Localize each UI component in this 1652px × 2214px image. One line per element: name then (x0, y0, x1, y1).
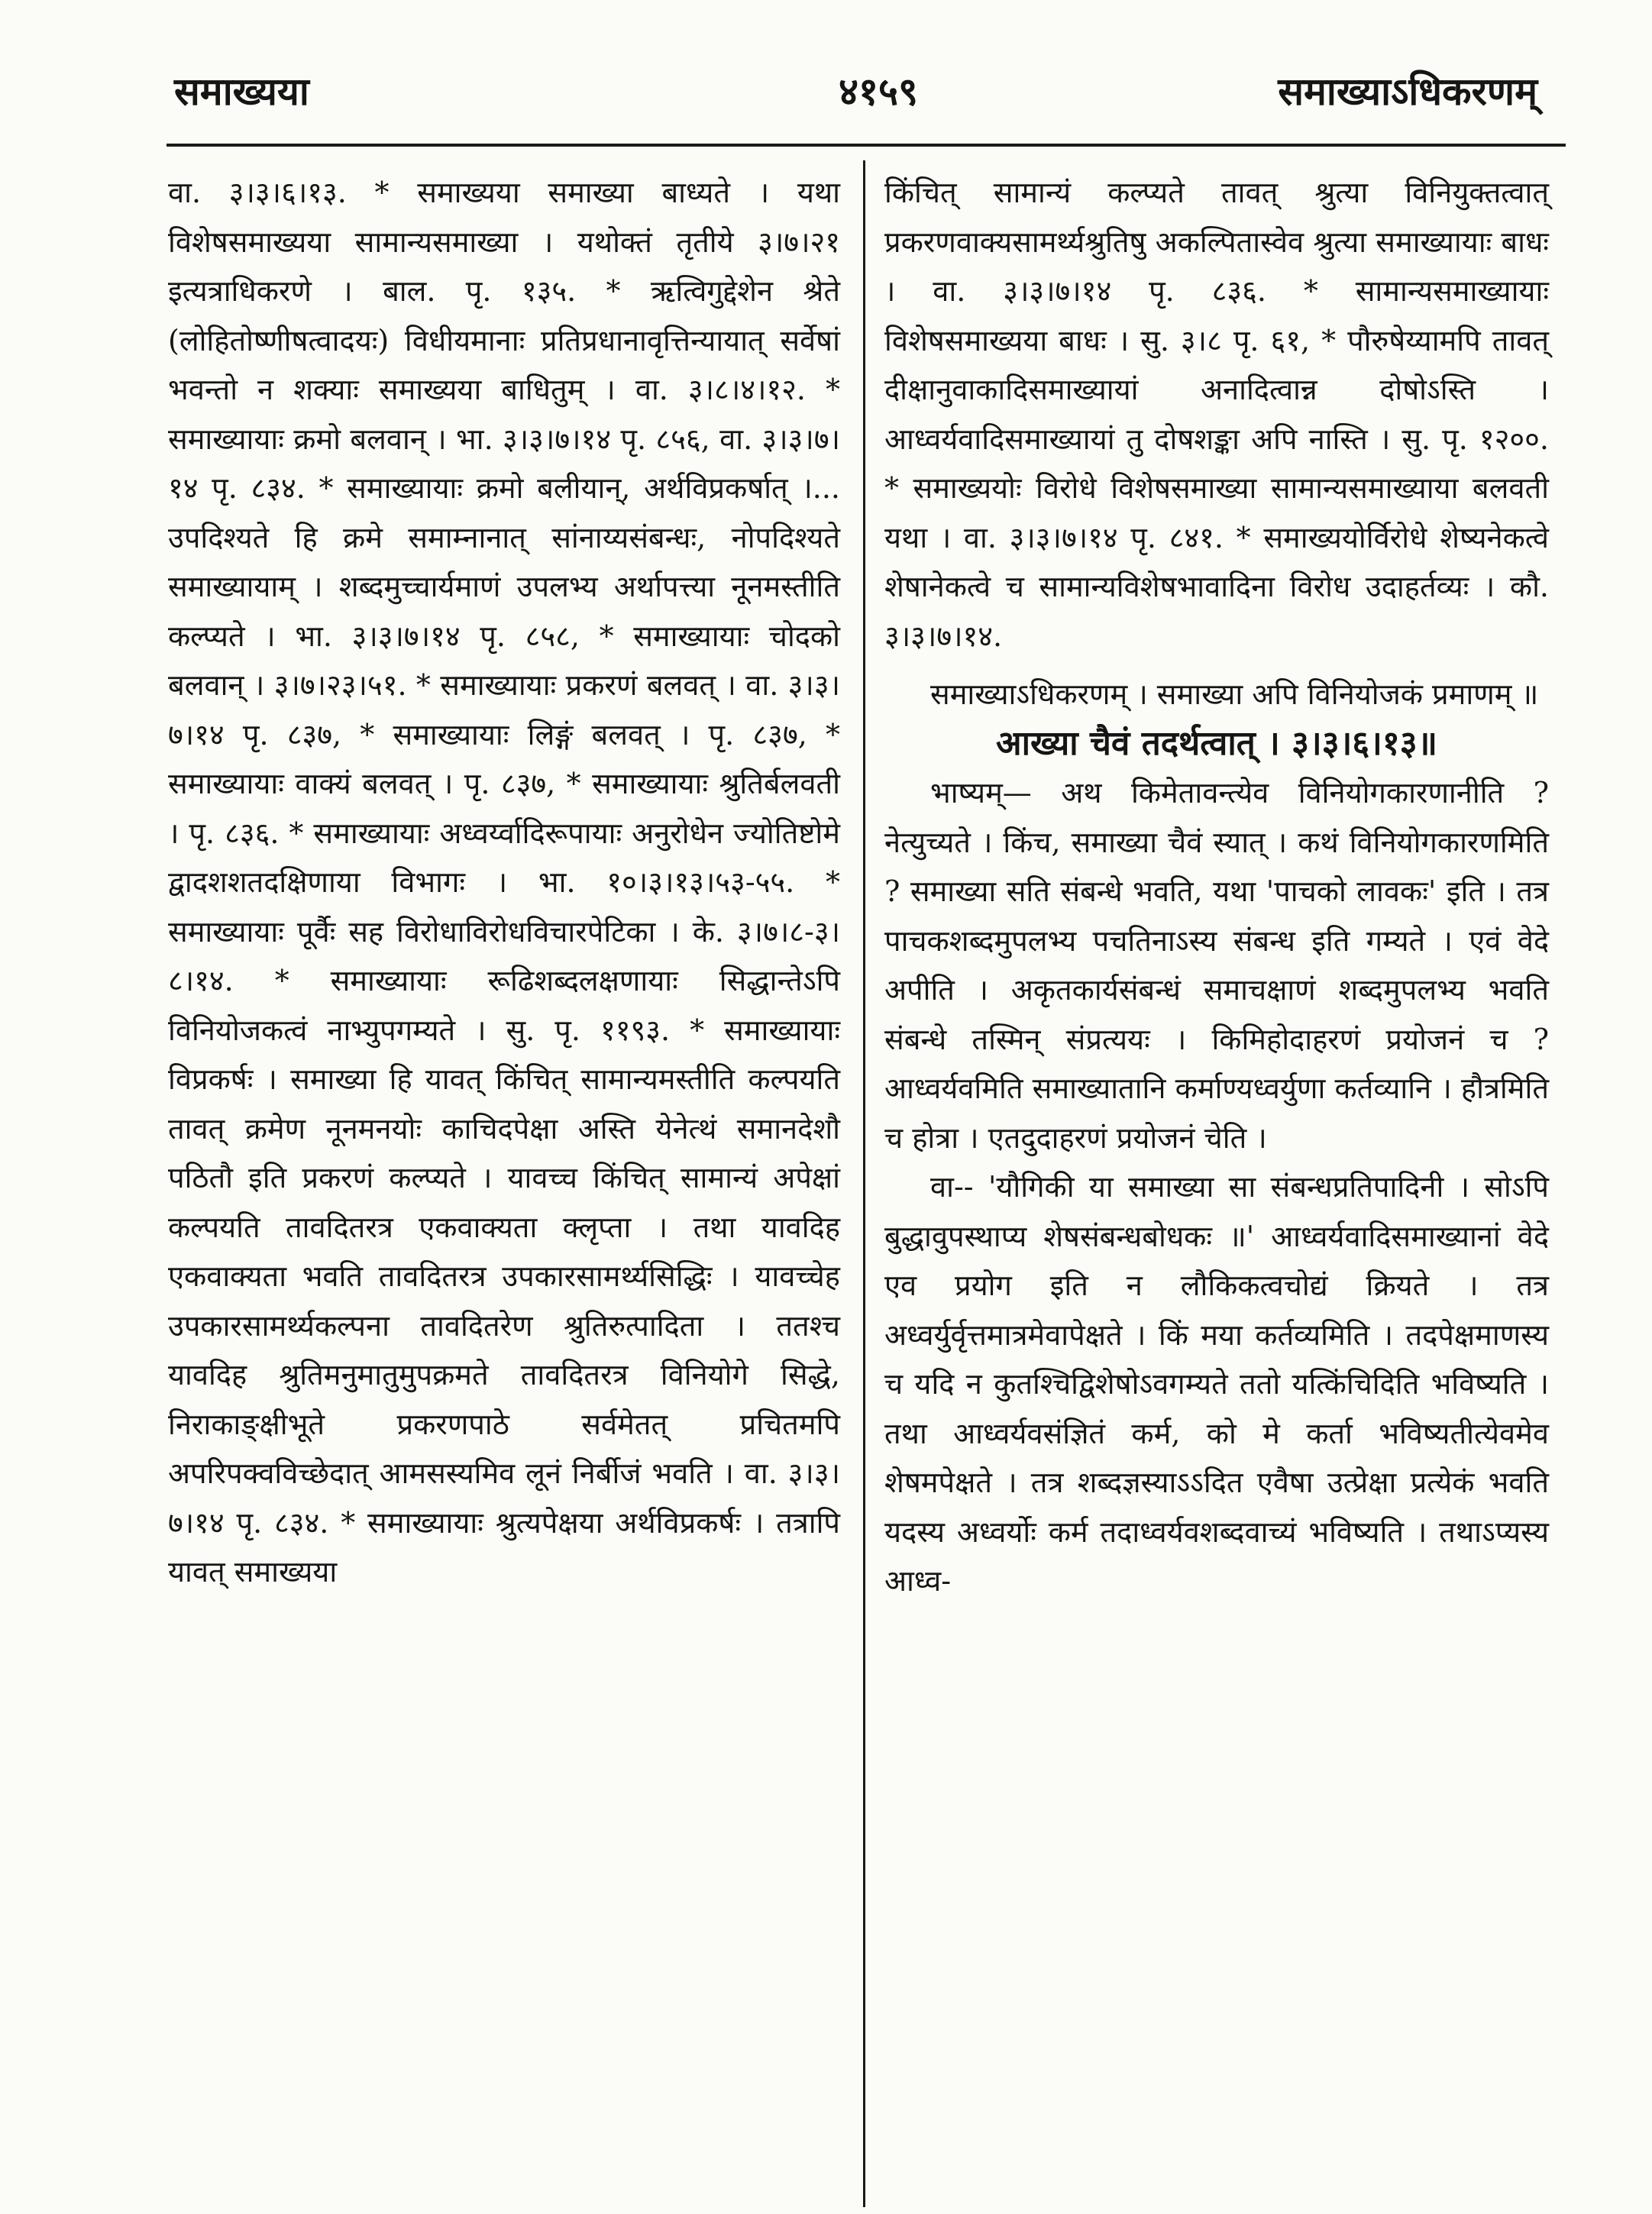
vartika-text: वा-- 'यौगिकी या समाख्या सा संबन्धप्रतिपादिनी । सोऽपि बुद्धावुपस्थाप्य शेषसंबन्धबोधकः ॥' आध्वर्यवादिसमाख्यानां वेदे एव प्रयोग इति न लौकिकत्वचोद्यं क्रियते । तत्र अध्वर्युर्वृत्तमात्रमेवापेक्षते । किं मया कर्तव्यमिति । तदपेक्षमाणस्य च यदि न कुतश्चिद्विशेषोऽवगम्यते ततो यत्किंचिदिति भविष्यति । तथा आध्वर्यवसंज्ञितं कर्म, को मे कर्ता भविष्यतीत्येवमेव शेषमपेक्षते । तत्र शब्दज्ञस्याऽऽदित एवैषा उत्प्रेक्षा प्रत्येकं भवति यदस्य अध्वर्योः कर्म तदाध्वर्यवशब्दवाच्यं भविष्यति । तथाऽप्यस्य आध्व- (884, 1170, 1549, 1598)
left-column-text: वा. ३।३।६।१३. * समाख्यया समाख्या बाध्यते । यथा विशेषसमाख्यया सामान्यसमाख्या । यथोक्तं तृतीये ३।७।२१ इत्यत्राधिकरणे । बाल. पृ. १३५. * ऋत्विगुद्देशेन श्रेते (लोहितोष्णीषत्वादयः) विधीयमानाः प्रतिप्रधानावृत्तिन्यायात् सर्वेषां भवन्तो न शक्याः समाख्यया बाधितुम् । वा. ३।८।४।१२. * समाख्यायाः क्रमो बलवान् । भा. ३।३।७।१४ पृ. ८५६, वा. ३।३।७।१४ पृ. ८३४. * समाख्यायाः क्रमो बलीयान्, अर्थविप्रकर्षात् ।... उपदिश्यते हि क्रमे समाम्नानात् सांनाय्यसंबन्धः, नोपदिश्यते समाख्यायाम् । शब्दमुच्चार्यमाणं उपलभ्य अर्थापत्त्या नूनमस्तीति कल्प्यते । भा. ३।३।७।१४ पृ. ८५८, * समाख्यायाः चोदको बलवान् । ३।७।२३।५१. * समाख्यायाः प्रकरणं बलवत् । वा. ३।३।७।१४ पृ. ८३७, * समाख्यायाः लिङ्गं बलवत् । पृ. ८३७, * समाख्यायाः वाक्यं बलवत् । पृ. ८३७, * समाख्यायाः श्रुतिर्बलवती । पृ. ८३६. * समाख्यायाः अध्वर्य्वादिरूपायाः अनुरोधेन ज्योतिष्टोमे द्वादशशतदक्षिणाया विभागः । भा. १०।३।१३।५३-५५. * समाख्यायाः पूर्वैः सह विरोधाविरोधविचारपेटिका । के. ३।७।८-३।८।१४. * समाख्यायाः रूढिशब्दलक्षणायाः सिद्धान्तेऽपि विनियोजकत्वं नाभ्युपगम्यते । सु. पृ. ११९३. * समाख्यायाः विप्रकर्षः । समाख्या हि यावत् किंचित् सामान्यमस्तीति कल्पयति तावत् क्रमेण नूनमनयोः काचिदपेक्षा अस्ति येनेत्थं समानदेशौ पठितौ इति प्रकरणं कल्प्यते । यावच्च किंचित् सामान्यं अपेक्षां कल्पयति तावदितरत्र एकवाक्यता क्लृप्ता । तथा यावदिह एकवाक्यता भवति तावदितरत्र उपकारसामर्थ्यसिद्धिः । यावच्चेह उपकारसामर्थ्यकल्पना तावदितरेण श्रुतिरुत्पादिता । ततश्च यावदिह श्रुतिमनुमातुमुपक्रमते तावदितरत्र विनियोगे सिद्धे, निराकाङ्क्षीभूते प्रकरणपाठे सर्वमेतत् प्रचितमपि अपरिपक्वविच्छेदात् आमसस्यमिव लूनं निर्बीजं भवति । वा. ३।३।७।१४ पृ. ८३४. * समाख्यायाः श्रुत्यपेक्षया अर्थविप्रकर्षः । तत्रापि यावत् समाख्यया (168, 176, 840, 1589)
column-divider (863, 160, 865, 2207)
page-header (0, 0, 1652, 153)
header-right-title: समाख्याऽधिकरणम् (1278, 69, 1537, 114)
right-column-intro: किंचित् सामान्यं कल्प्यते तावत् श्रुत्या विनियुक्तत्वात् प्रकरणवाक्यसामर्थ्यश्रुतिषु अकल्पितास्वेव श्रुत्या समाख्यायाः बाधः । वा. ३।३।७।१४ पृ. ८३६. * सामान्यसमाख्यायाः विशेषसमाख्यया बाधः । सु. ३।८ पृ. ६१, * पौरुषेय्यामपि तावत् दीक्षानुवाकादिसमाख्यायां अनादित्वान्न दोषोऽस्ति । आध्वर्यवादिसमाख्यायां तु दोषशङ्का अपि नास्ति । सु. पृ. १२००. * समाख्ययोः विरोधे विशेषसमाख्या सामान्यसमाख्याया बलवती यथा । वा. ३।३।७।१४ पृ. ८४१. * समाख्ययोर्विरोधे शेष्यनेकत्वे शेषानेकत्वे च सामान्यविशेषभावादिना विरोध उदाहर्तव्यः । कौ. ३।३।७।१४. (884, 176, 1549, 653)
header-left-title: समाख्यया (174, 69, 309, 114)
section-title: समाख्याऽधिकरणम् । समाख्या अपि विनियोजकं प्रमाणम् ॥ (930, 677, 1539, 711)
sutra-heading: आख्या चैवं तदर्थत्वात् । ३।३।६।१३॥ (996, 723, 1437, 763)
left-column (168, 168, 840, 1597)
header-rule (166, 144, 1566, 147)
page-number: ४१५९ (839, 69, 918, 114)
bhashya-text: भाष्यम्— अथ किमेतावन्त्येव विनियोगकारणानीति ? नेत्युच्यते । किंच, समाख्या चैवं स्यात् । कथं विनियोगकारणमिति ? समाख्या सति संबन्धे भवति, यथा 'पाचको लावकः' इति । तत्र पाचकशब्दमुपलभ्य पचतिनाऽस्य संबन्ध इति गम्यते । एवं वेदे अपीति । अकृतकार्यसंबन्धं समाचक्षाणं शब्दमुपलभ्य भवति संबन्धे तस्मिन् संप्रत्ययः । किमिहोदाहरणं प्रयोजनं च ? आध्वर्यवमिति समाख्यातानि कर्माण्यध्वर्युणा कर्तव्यानि । हौत्रमिति च होत्रा । एतदुदाहरणं प्रयोजनं चेति । (884, 776, 1549, 1155)
right-column (884, 168, 1549, 1606)
